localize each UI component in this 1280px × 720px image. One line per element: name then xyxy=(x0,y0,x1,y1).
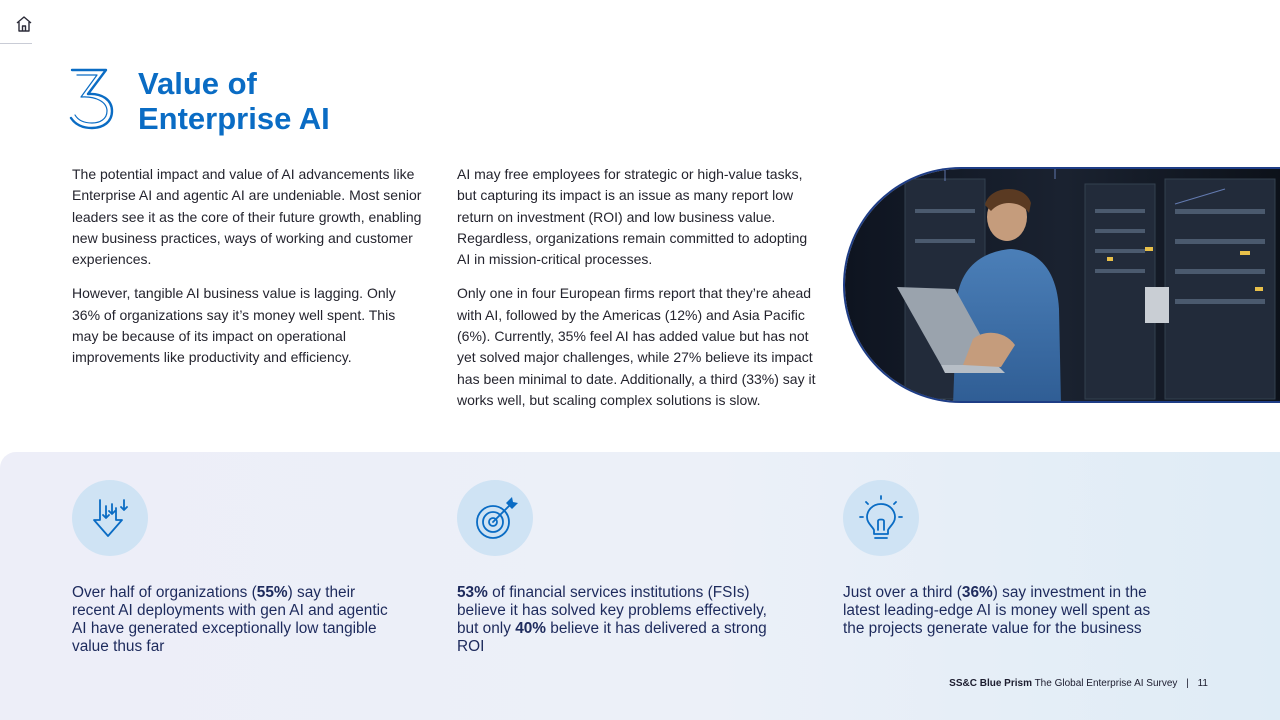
stat-text xyxy=(72,584,402,656)
paragraph: The potential impact and value of AI advancements like Enterprise AI and agentic AI are undeniable. Most senior leaders see it as the core of their future growth, enabling new business practices, ways of working and customer experiences. xyxy=(72,166,422,268)
paragraph: However, tangible AI business value is lagging. Only 36% of organizations say it’s money well spent. This may be because of its impact on operational improvements like productivity and efficiency. xyxy=(72,285,396,366)
stat-icon-badge xyxy=(72,480,148,556)
stat-text-post: ) say investment in the latest leading-edge AI is money well spent as the projects generate value for the business xyxy=(843,584,1151,637)
stat-card xyxy=(457,480,787,656)
stat-card xyxy=(843,480,1173,638)
title-line-2: Enterprise AI xyxy=(138,101,330,136)
title-line-1: Value of xyxy=(138,66,257,101)
stat-text-pre: Over half of organizations ( xyxy=(72,584,257,601)
stat-text-pre: Just over a third ( xyxy=(843,584,962,601)
paragraph: Only one in four European firms report that they’re ahead with AI, followed by the Americas (12%) and Asia Pacific (6%). Currently, 35% feel AI has added value but has not yet solved major challenges, while 27% believe its impact has been minimal to date. Additionally, a third (33%) say it works well, but scaling complex solutions is slow. xyxy=(457,285,816,408)
home-icon xyxy=(14,14,34,34)
page-title xyxy=(138,66,330,136)
downward-arrows-icon xyxy=(86,494,134,542)
body-column-left xyxy=(72,164,424,382)
stat-highlight: 55% xyxy=(256,584,288,601)
stat-text-mid: of financial services institutions (FSIs) believe it has solved key problems effectively, but only xyxy=(457,584,767,637)
stat-text-post: believe it has delivered a strong ROI xyxy=(457,620,767,655)
home-divider xyxy=(0,43,32,44)
body-column-middle xyxy=(457,164,817,424)
stat-icon-badge xyxy=(457,480,533,556)
section-number xyxy=(66,66,116,132)
footer-separator: | xyxy=(1186,678,1189,689)
stat-highlight-2: 40% xyxy=(515,620,546,637)
stat-text xyxy=(457,584,787,656)
paragraph: AI may free employees for strategic or high-value tasks, but capturing its impact is an issue as many report low return on investment (ROI) and low business value. Regardless, organizations remain committed to adopting AI in mission-critical processes. xyxy=(457,166,808,268)
footer-brand: SS&C Blue Prism xyxy=(949,678,1032,689)
stat-card xyxy=(72,480,402,656)
footer-title: The Global Enterprise AI Survey xyxy=(1034,678,1178,689)
stat-text-post: ) say their recent AI deployments with gen AI and agentic AI have generated exceptionally low tangible value thus far xyxy=(72,584,388,655)
page-footer xyxy=(949,678,1208,689)
home-button[interactable] xyxy=(14,14,34,34)
stat-highlight: 36% xyxy=(961,584,993,601)
stat-text xyxy=(843,584,1173,638)
lightbulb-icon xyxy=(857,494,905,542)
page-number: 11 xyxy=(1197,678,1208,689)
stat-icon-badge xyxy=(843,480,919,556)
target-icon xyxy=(471,494,519,542)
hero-photo xyxy=(843,167,1280,403)
stat-highlight: 53% xyxy=(457,584,488,601)
